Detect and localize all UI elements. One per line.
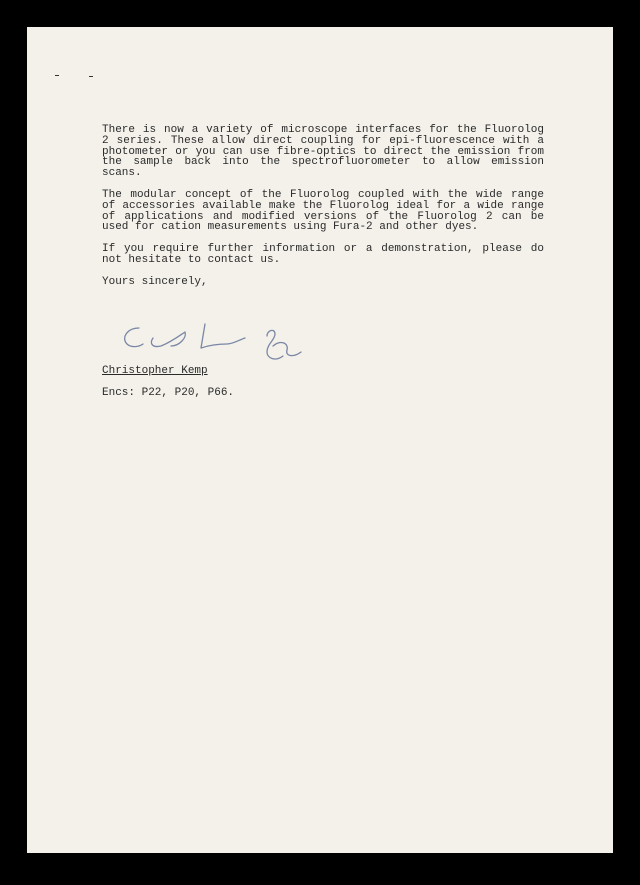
paragraph-microscope-interfaces: There is now a variety of microscope interfaces for the Fluorolog 2 series. These allow direct coupling for epi-fluorescence with a photometer or you can use fibre-optics to direct the emission from the sample back into the spectrofluorometer to allow emission scans. (102, 124, 544, 180)
signer-name: Christopher Kemp (102, 365, 208, 377)
punch-marks (55, 71, 95, 81)
letter-body (102, 125, 544, 288)
letter-page (27, 27, 613, 853)
paragraph-modular-concept: The modular concept of the Fluorolog coupled with the wide range of accessories available make the Fluorolog ideal for a wide range of applications and modified versions of the Fluorolog 2 can be used for cation measurements using Fura-2 and other dyes. (102, 188, 544, 234)
closing-salutation: Yours sincerely, (102, 275, 208, 288)
paragraph-contact: If you require further information or a demonstration, please do not hesitate to contact us. (102, 243, 544, 266)
punch-mark (55, 75, 59, 76)
enclosures: Encs: P22, P20, P66. (102, 387, 235, 399)
handwritten-signature (117, 322, 307, 370)
punch-mark (89, 76, 93, 77)
